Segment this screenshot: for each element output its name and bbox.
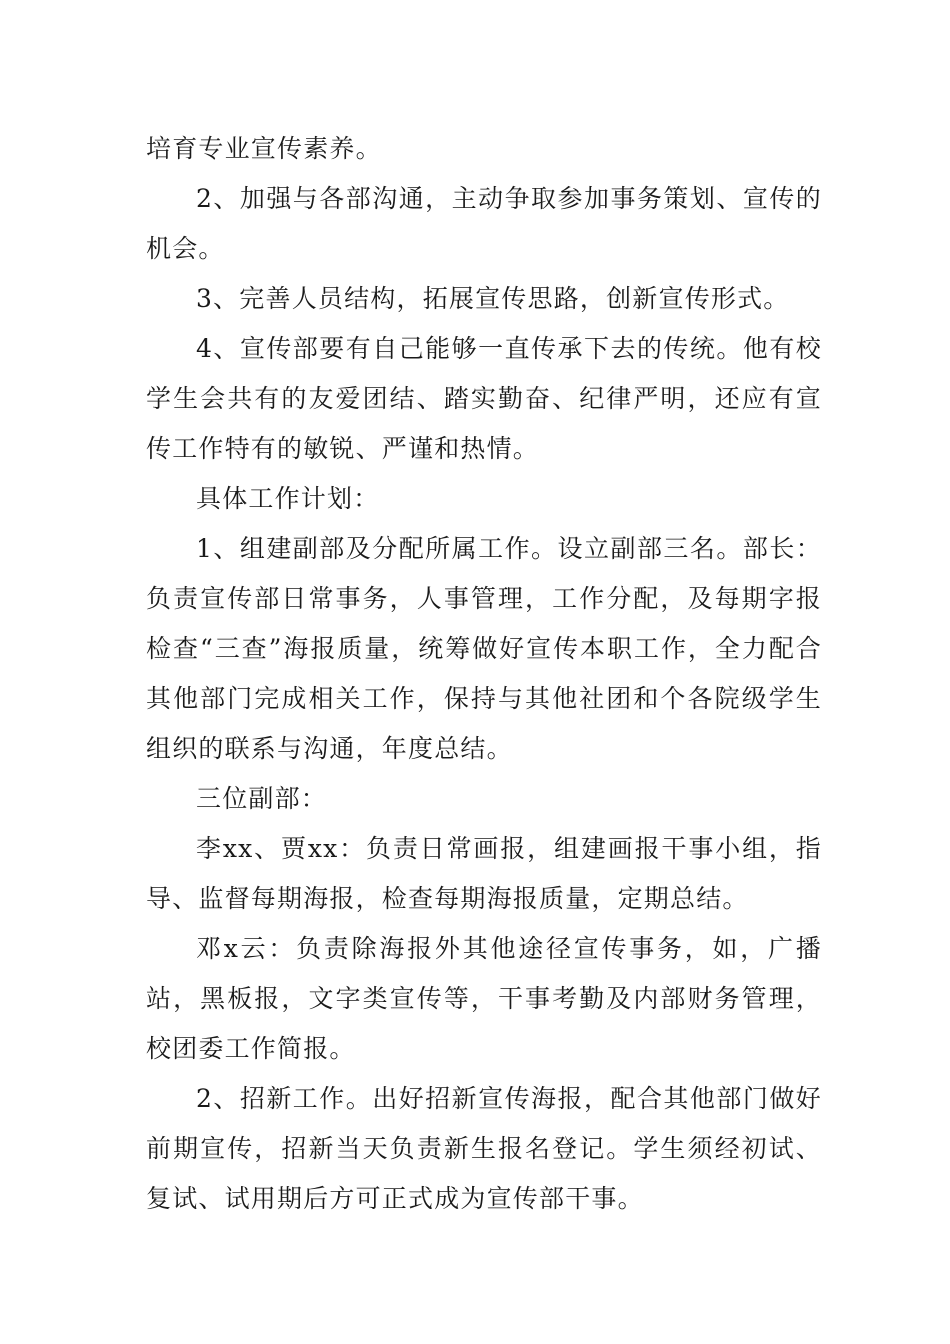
paragraph-7: 三位副部： [196, 784, 328, 813]
paragraph-5-heading: 具体工作计划： [196, 484, 380, 513]
paragraph-6: 1、组建副部及分配所属工作。设立副部三名。部长：负责宣传部日常事务，人事管理，工作分配，及每期字报检查“三查”海报质量，统筹做好宣传本职工作，全力配合其他部门完成相关工作，保持与其他社团和个各院级学生组织的联系与沟通，年度总结。 [146, 534, 822, 763]
paragraph-10: 2、招新工作。出好招新宣传海报，配合其他部门做好前期宣传，招新当天负责新生报名登记。学生须经初试、复试、试用期后方可正式成为宣传部干事。 [146, 1084, 822, 1213]
document-body [146, 124, 822, 1224]
paragraph-3: 3、完善人员结构，拓展宣传思路，创新宣传形式。 [196, 284, 790, 313]
paragraph-1: 培育专业宣传素养。 [146, 134, 382, 163]
paragraph-9: 邓x云：负责除海报外其他途径宣传事务，如，广播站，黑板报，文字类宣传等，干事考勤及内部财务管理，校团委工作简报。 [146, 934, 822, 1063]
paragraph-4: 4、宣传部要有自己能够一直传承下去的传统。他有校学生会共有的友爱团结、踏实勤奋、纪律严明，还应有宣传工作特有的敏锐、严谨和热情。 [146, 334, 822, 463]
paragraph-2: 2、加强与各部沟通，主动争取参加事务策划、宣传的机会。 [146, 184, 822, 263]
paragraph-8: 李xx、贾xx：负责日常画报，组建画报干事小组，指导、监督每期海报，检查每期海报质量，定期总结。 [146, 834, 822, 913]
